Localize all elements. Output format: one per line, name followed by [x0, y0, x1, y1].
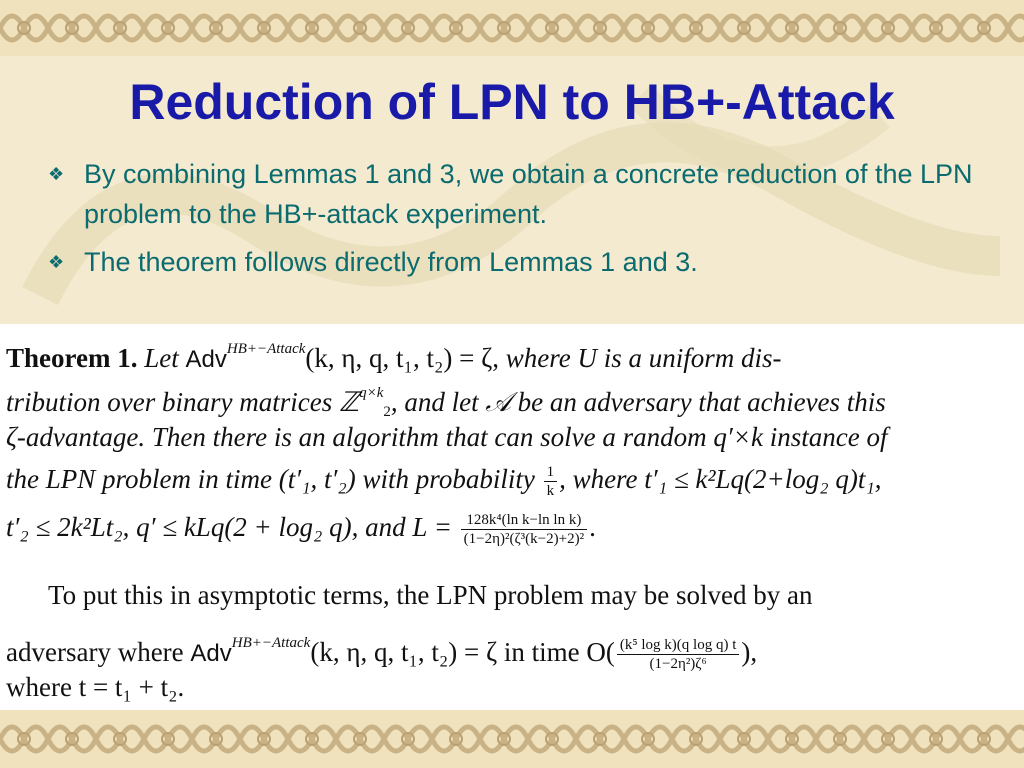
fraction-denominator: (1−2η)²(ζ³(k−2)+2)² — [463, 531, 585, 548]
asymptotic-line-1 — [48, 578, 1014, 612]
asymptotic-line-3 — [6, 670, 1018, 704]
theorem-text: the LPN problem in time (t′₁, t′₂) with probability — [6, 464, 535, 494]
theorem-text: , and let 𝒜 be an adversary that achieves this — [390, 387, 886, 417]
paragraph-text: To put this in asymptotic terms, the LPN problem may be solved by an — [48, 580, 813, 610]
theorem-line-5 — [6, 510, 1018, 548]
adv-superscript: HB+−Attack — [226, 341, 306, 357]
theorem-text: ζ-advantage. Then there is an algorithm that can solve a random q′×k instance of — [6, 422, 888, 452]
theorem-line-4 — [6, 462, 1018, 500]
bullet-list — [48, 154, 988, 290]
adv-superscript: HB+−Attack — [231, 635, 311, 651]
theorem-image — [0, 324, 1024, 710]
fraction-denominator: k — [546, 483, 555, 500]
paragraph-text: where t = t₁ + t₂. — [6, 672, 185, 702]
diamond-bullet-icon: ❖ — [48, 252, 65, 272]
theorem-text: t′₂ ≤ 2k²Lt₂, q′ ≤ kLq(2 + log₂ q), and L = — [6, 512, 452, 542]
matrix-subscript: 2 — [383, 404, 391, 420]
theorem-line-3 — [6, 420, 1018, 454]
theorem-text: . — [589, 512, 596, 542]
asymptotic-line-2 — [6, 626, 1018, 673]
paragraph-text: ), — [741, 637, 758, 667]
paragraph-text: adversary where — [6, 637, 184, 667]
theorem-text: , where t′₁ ≤ k²Lq(2+log₂ q)t₁, — [559, 464, 882, 494]
adv-symbol: Adv — [190, 640, 232, 667]
theorem-line-1 — [6, 332, 1018, 377]
theorem-text: where U is a uniform dis- — [505, 343, 782, 373]
bullet-text: By combining Lemmas 1 and 3, we obtain a concrete reduction of the LPN problem to the HB+-attack experiment. — [84, 159, 973, 229]
theorem-label: Theorem 1. — [6, 343, 138, 373]
slide-title: Reduction of LPN to HB+-Attack — [129, 74, 895, 130]
fraction-numerator: 128k⁴(ln k−ln ln k) — [461, 511, 587, 530]
diamond-bullet-icon: ❖ — [48, 164, 65, 184]
probability-fraction — [544, 463, 558, 500]
fraction-denominator: (1−2η²)ζ⁶ — [649, 656, 707, 673]
runtime-fraction — [617, 636, 739, 673]
fraction-numerator: (k⁵ log k)(q log q) t — [617, 636, 739, 655]
bullet-item — [48, 242, 988, 282]
bottom-decorative-border — [0, 710, 1024, 768]
adv-symbol: Adv — [185, 346, 227, 373]
l-fraction — [461, 511, 587, 548]
theorem-text: Let — [144, 343, 179, 373]
bullet-text: The theorem follows directly from Lemmas 1 and 3. — [84, 247, 698, 277]
top-decorative-border — [0, 0, 1024, 56]
paragraph-text: (k, η, q, t₁, t₂) = ζ in time O( — [310, 637, 615, 667]
matrix-superscript: q×k — [359, 385, 384, 401]
fraction-numerator: 1 — [544, 463, 558, 482]
theorem-text: (k, η, q, t₁, t₂) = ζ, — [305, 343, 500, 373]
bullet-item — [48, 154, 988, 234]
theorem-text: tribution over binary matrices ℤ — [6, 387, 360, 417]
